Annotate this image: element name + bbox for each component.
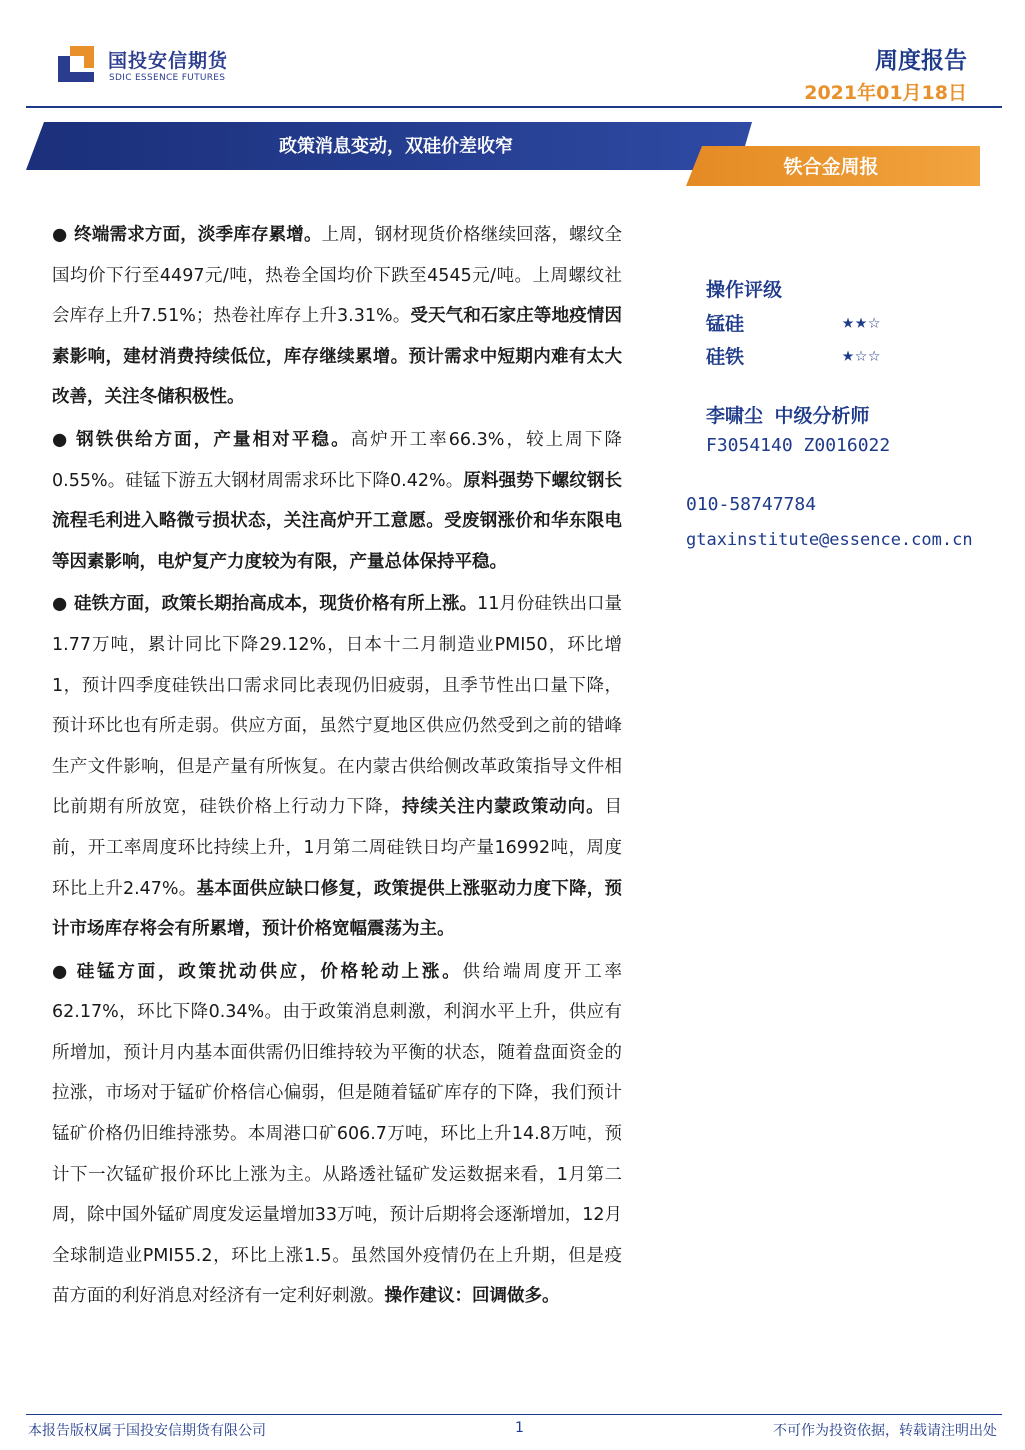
header-divider [26,106,1002,108]
report-paragraph [52,420,622,582]
footer-copyright: 本报告版权属于国投安信期货有限公司 [28,1423,266,1439]
paragraph-highlight: 受天气和石家庄等地疫情因素影响，建材消费持续低位，库存继续累增。预计需求中短期内难有太大改善，关注冬储积极性。 [52,306,623,408]
company-logo [54,40,244,90]
paragraph-highlight: 硅铁方面，政策长期抬高成本，现货价格有所上涨。 [74,594,478,615]
logo-text-en: SDIC ESSENCE FUTURES [109,73,226,83]
report-category-tag: 铁合金周报 [783,156,879,178]
report-paragraph [52,952,622,1317]
footer-divider [26,1414,1002,1415]
report-paragraph [52,584,622,949]
contact-phone: 010-58747784 [686,494,817,515]
star-rating-icon: ★★☆ [842,309,882,333]
bullet-icon: ● [52,429,68,450]
paragraph-text: 供给端周度开工率62.17%，环比下降0.34%。由于政策消息刺激，利润水平上升，供应有所增加，预计月内基本面供需仍旧维持较为平衡的状态，随着盘面资金的拉涨，市场对于锰矿价格信心偏弱，但是随着锰矿库存的下降，我们预计锰矿价格仍旧维持涨势。本周港口矿606.7万吨，环比上升14.8万吨，预计下一次锰矿报价环比上涨为主。从路透社锰矿发运数据来看，1月第二周，除中国外锰矿周度发运量增加33万吨，预计后期将会逐渐增加，12月全球制造业PMI55.2，环比上涨1.5。虽然国外疫情仍在上升期，但是疫苗方面的利好消息对经济有一定利好刺激。 [52,961,623,1307]
rating-name: 锰硅 [706,313,745,335]
paragraph-text: 目前，开工率周度环比持续上升，1月第二周硅铁日均产量16992吨，周度环比上升2.47%。 [52,797,623,899]
paragraph-highlight: 终端需求方面，淡季库存累增。 [74,225,322,245]
paragraph-highlight: 基本面供应缺口修复，政策提供上涨驱动力度下降，预计市场库存将会有所累增，预计价格宽幅震荡为主。 [52,878,623,940]
rating-name: 硅铁 [706,346,745,368]
star-rating-icon: ★☆☆ [842,342,882,366]
paragraph-highlight: 钢铁供给方面，产量相对平稳。 [74,429,351,450]
paragraph-highlight: 硅锰方面，政策扰动供应，价格轮动上涨。 [74,961,463,982]
paragraph-highlight: 原料强势下螺纹钢长流程毛利进入略微亏损状态，关注高炉开工意愿。受废钢涨价和华东限电等因素影响，电炉复产力度较为有限，产量总体保持平稳。 [52,470,623,572]
rating-row-silicomanganese [706,309,936,339]
page-number: 1 [515,1420,524,1436]
paragraph-text: 上周，钢材现货价格继续回落，螺纹全国均价下行至4497元/吨，热卷全国均价下跌至4545元/吨。上周螺纹社会库存上升7.51%；热卷社库存上升3.31%。 [52,225,623,327]
rating-title: 操作评级 [706,279,783,301]
paragraph-text: 高炉开工率66.3%，较上周下降0.55%。硅锰下游五大钢材周需求环比下降0.42%。 [52,429,623,491]
analyst-name: 李啸尘 中级分析师 [706,405,870,427]
paragraph-highlight: 操作建议：回调做多。 [384,1286,560,1307]
bullet-icon: ● [52,594,68,615]
footer-disclaimer: 不可作为投资依据，转载请注明出处 [773,1423,997,1439]
report-headline: 政策消息变动，双硅价差收窄 [279,136,513,157]
paragraph-text: 11月份硅铁出口量1.77万吨，累计同比下降29.12%，日本十二月制造业PMI50，环比增1，预计四季度硅铁出口需求同比表现仍旧疲弱，且季节性出口量下降，预计环比也有所走弱。供应方面，虽然宁夏地区供应仍然受到之前的错峰生产文件影响，但是产量有所恢复。在内蒙古供给侧改革政策指导文件相比前期有所放宽，硅铁价格上行动力下降， [52,594,622,818]
logo-text-cn: 国投安信期货 [108,50,229,72]
rating-row-ferrosilicon [706,342,936,372]
paragraph-highlight: 持续关注内蒙政策动向。 [401,797,605,818]
logo-mark-icon [54,42,98,86]
report-paragraph [52,215,622,418]
analyst-cert: F3054140 Z0016022 [706,435,891,456]
report-type: 周度报告 [875,48,967,74]
bullet-icon: ● [52,225,68,245]
report-date: 2021年01月18日 [804,82,967,104]
bullet-icon: ● [52,961,68,982]
contact-email[interactable]: gtaxinstitute@essence.com.cn [686,530,973,550]
report-body [52,215,622,1319]
title-banner [26,120,986,192]
